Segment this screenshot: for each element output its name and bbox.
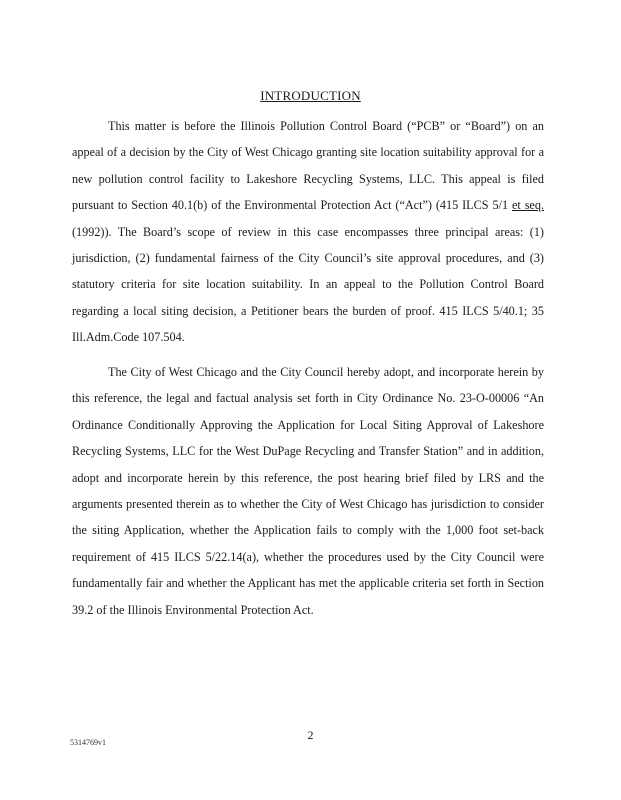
page-number: 2 (307, 728, 314, 742)
paragraph-2-text: The City of West Chicago and the City Council hereby adopt, and incorporate herein by this reference, the legal and factual analysis set forth in City Ordinance No. 23-O-00006 “An Ordinance Conditionally Approving the Application for Local Siting Approval of Lakeshore Recycling Systems, LLC for the West DuPage Recycling and Transfer Station” and in addition, adopt and incorporate herein by this reference, the post hearing brief filed by LRS and the arguments presented therein as to whether the City of West Chicago has jurisdiction to consider the siting Application, whether the Application fails to comply with the 1,000 foot set-back requirement of 415 ILCS 5/22.14(a), whether the procedures used by the City Council were fundamentally fair and whether the Applicant has met the applicable criteria set forth in Section 39.2 of the Illinois Environmental Protection Act. (72, 365, 544, 617)
paragraph-2 (72, 359, 544, 623)
section-heading: INTRODUCTION (260, 88, 361, 103)
paragraph-1 (72, 113, 544, 351)
paragraph-1-text-a: This matter is before the Illinois Pollution Control Board (“PCB” or “Board”) on an appeal of a decision by the City of West Chicago granting site location suitability approval for a new pollution control facility to Lakeshore Recycling Systems, LLC. This appeal is filed pursuant to Section 40.1(b) of the Environmental Protection Act (“Act”) (415 ILCS 5/1 (72, 119, 544, 213)
et-seq-citation: et seq. (511, 198, 544, 213)
document-id: 5314769v1 (70, 738, 106, 747)
paragraph-1-text-b: (1992)). The Board’s scope of review in this case encompasses three principal areas: (1) jurisdiction, (2) fundamental fairness of the City Council’s site approval procedures, and (3) statutory criteria for site location suitability. In an appeal to the Pollution Control Board regarding a local siting decision, a Petitioner bears the burden of proof. 415 ILCS 5/40.1; 35 Ill.Adm.Code 107.504. (72, 224, 544, 345)
